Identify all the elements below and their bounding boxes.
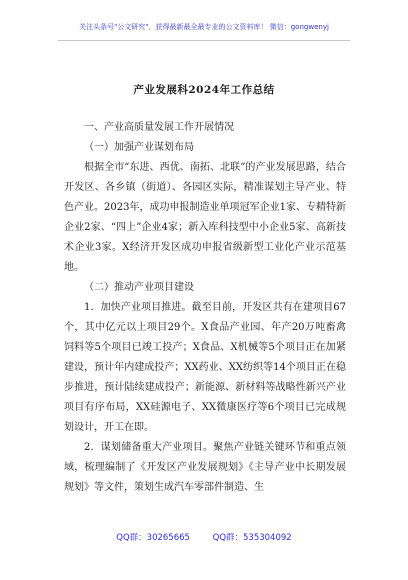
document-title: 产业发展科2024年工作总结 <box>133 84 275 96</box>
header-divider <box>58 40 350 41</box>
footer-qq-group-2: QQ群：535304092 <box>212 533 292 543</box>
body-paragraph: 根据全市“东进、西优、南拓、北联”的产业发展思路，结合开发区、各乡镇（街道）、各园区实际，精准谋划主导产业、特色产业。2023年，成功申报制造业单项冠军企业1家、专精特新企业2家、“四上”企业4家；新入库科技型中小企业5家、高新技术企业3家。X经济开发区成功申报省级新型工业化产业示范基地。 <box>64 162 346 273</box>
document-body <box>64 118 346 498</box>
body-paragraph: 2．谋划储备重大产业项目。聚焦产业链关键环节和重点领域，梳理编制了《开发区产业发展规划》《主导产业中长期发展规划》等文件，策划生成汽车零部件制造、生 <box>64 442 346 493</box>
page-footer <box>0 531 408 543</box>
subsection-heading: （一）加强产业谋划布局 <box>84 142 194 153</box>
section-heading: 一、产业高质量发展工作开展情况 <box>84 122 234 133</box>
page-header-notice: 关注头条号"公文研究"，获得最新最全最专业的公文资料库！ 微信：gongwenyj <box>79 23 329 31</box>
footer-qq-group-1: QQ群：30265665 <box>116 533 190 543</box>
subsection-heading: （二）推动产业项目建设 <box>84 282 194 293</box>
body-paragraph: 1．加快产业项目推进。截至目前，开发区共有在建项目67个，其中亿元以上项目29个。X食品产业园、年产20万吨畜禽饲料等5个项目已竣工投产；X食品、X机械等5个项目正在加紧建设，预计年内建成投产；XX药业、XX纺织等14个项目正在稳步推进，预计陆续建成投产；新能源、新材料等战略性新兴产业项目有序布局，XX硅源电子、XX微康医疗等6个项目已完成规划设计，开工在即。 <box>64 302 346 433</box>
